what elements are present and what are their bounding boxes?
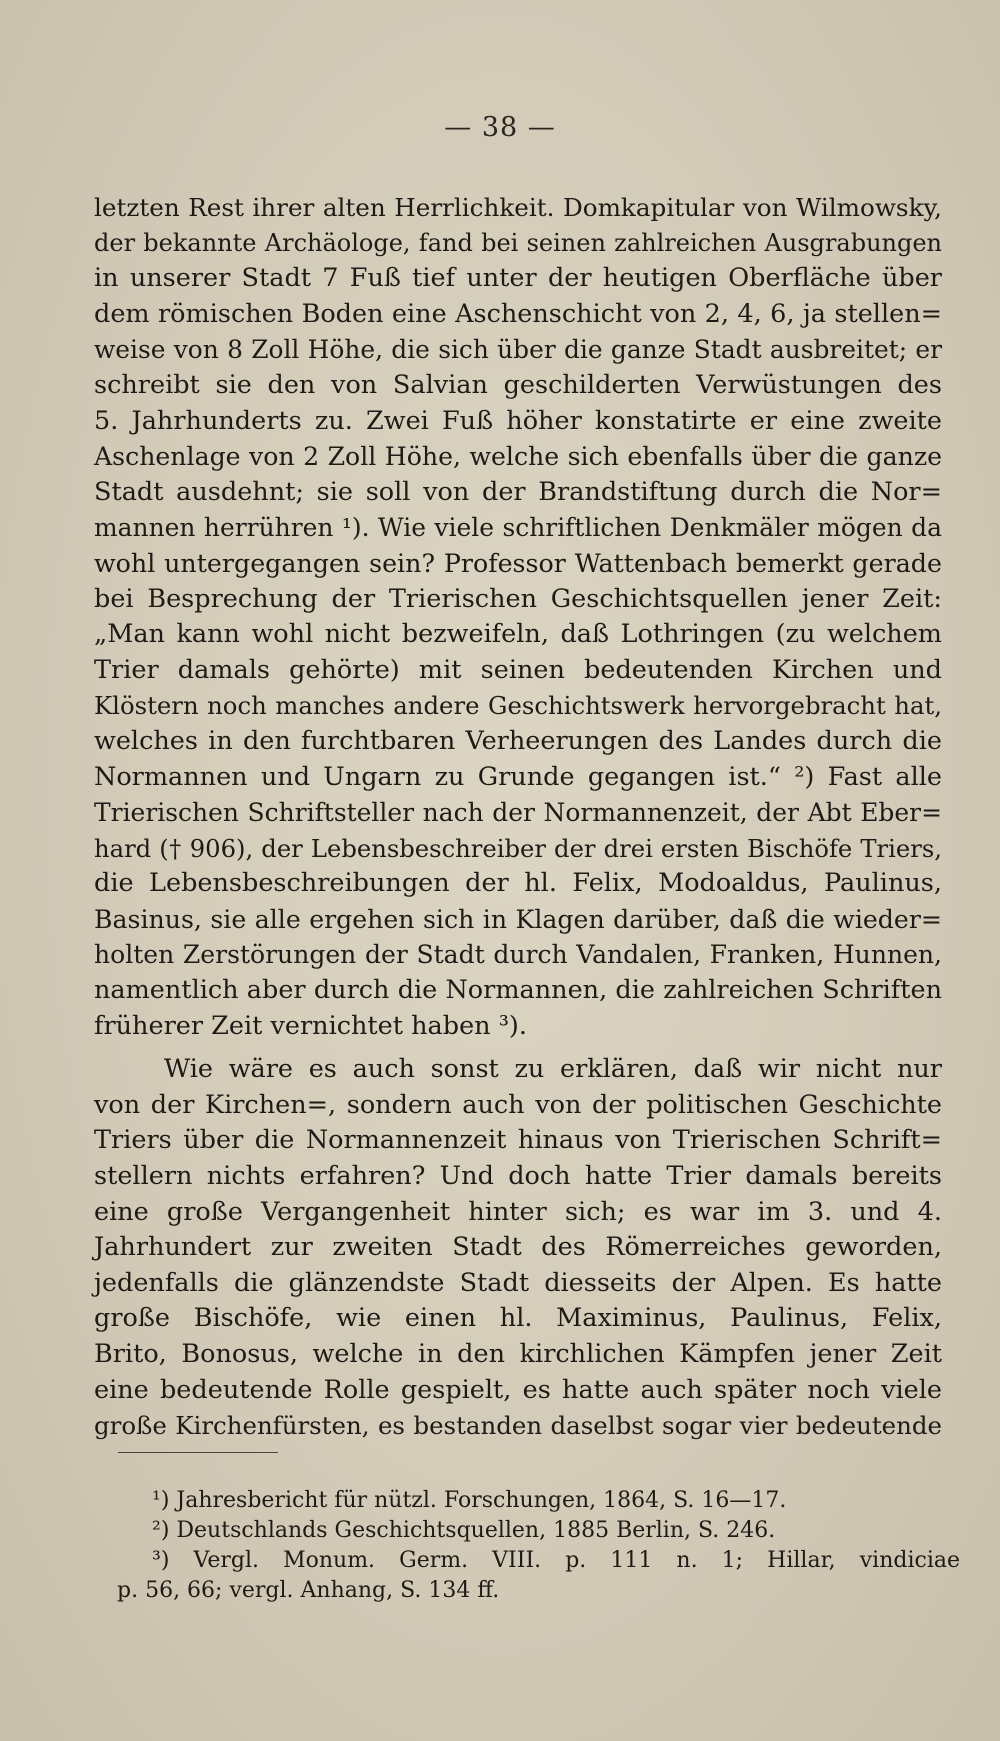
text-line: namentlich aber durch die Normannen, die zahlreichen Schriften	[94, 975, 942, 1006]
paragraph-1	[94, 190, 942, 1044]
footnote-3: ³) Vergl. Monum. Germ. VIII. p. 111 n. 1; Hillar, vindiciae	[152, 1548, 960, 1573]
text-line: Brito, Bonosus, welche in den kirchlichen Kämpfen jener Zeit	[94, 1339, 942, 1369]
text-line: stellern nichts erfahren? Und doch hatte Trier damals bereits	[94, 1161, 942, 1192]
text-line: „Man kann wohl nicht bezweifeln, daß Lothringen (zu welchem	[94, 619, 942, 650]
text-line: mannen herrühren ¹). Wie viele schriftlichen Denkmäler mögen da	[94, 513, 942, 543]
text-line: von der Kirchen=, sondern auch von der politischen Geschichte	[94, 1089, 942, 1120]
text-line: holten Zerstörungen der Stadt durch Vandalen, Franken, Hunnen,	[94, 940, 942, 970]
text-line: schreibt sie den von Salvian geschilderten Verwüstungen des	[94, 369, 942, 400]
text-line: letzten Rest ihrer alten Herrlichkeit. Domkapitular von Wilmowsky,	[94, 193, 942, 222]
text-line: große Kirchenfürsten, es bestanden daselbst sogar vier bedeutende	[94, 1411, 942, 1441]
text-line: eine bedeutende Rolle gespielt, es hatte auch später noch viele	[94, 1374, 942, 1405]
text-line: Stadt ausdehnt; sie soll von der Brandstiftung durch die Nor=	[94, 476, 942, 507]
text-line: jedenfalls die glänzendste Stadt diesseits der Alpen. Es hatte	[94, 1267, 942, 1298]
text-line: Aschenlage von 2 Zoll Höhe, welche sich ebenfalls über die ganze	[94, 442, 942, 472]
text-line: hard († 906), der Lebensbeschreiber der drei ersten Bischöfe Triers,	[94, 833, 942, 863]
text-line: Trierischen Schriftsteller nach der Normannenzeit, der Abt Eber=	[94, 798, 942, 828]
text-line: weise von 8 Zoll Höhe, die sich über die ganze Stadt ausbreitet; er	[94, 335, 942, 365]
text-line: eine große Vergangenheit hinter sich; es war im 3. und 4.	[94, 1196, 942, 1227]
footnote-divider	[118, 1452, 278, 1453]
paragraph-2	[94, 1052, 942, 1444]
text-line: Normannen und Ungarn zu Grunde gegangen ist.“ ²) Fast alle	[94, 761, 942, 792]
footnote-2: ²) Deutschlands Geschichtsquellen, 1885 Berlin, S. 246.	[152, 1518, 776, 1543]
footnotes	[117, 1486, 960, 1606]
text-line: Jahrhundert zur zweiten Stadt des Römerreiches geworden,	[94, 1232, 942, 1263]
text-line: früherer Zeit vernichtet haben ³).	[94, 1010, 527, 1041]
main-text	[94, 190, 942, 1444]
text-line: dem römischen Boden eine Aschenschicht von 2, 4, 6, ja stellen=	[94, 298, 942, 329]
text-line: bei Besprechung der Trierischen Geschichtsquellen jener Zeit:	[94, 583, 942, 614]
text-line: große Bischöfe, wie einen hl. Maximinus, Paulinus, Felix,	[94, 1303, 942, 1334]
text-line: 5. Jahrhunderts zu. Zwei Fuß höher konstatirte er eine zweite	[94, 405, 942, 436]
text-line: der bekannte Archäologe, fand bei seinen zahlreichen Ausgrabungen	[94, 228, 942, 257]
text-line: wohl untergegangen sein? Professor Wattenbach bemerkt gerade	[94, 547, 942, 578]
text-line: die Lebensbeschreibungen der hl. Felix, Modoaldus, Paulinus,	[94, 868, 942, 899]
text-line: Wie wäre es auch sonst zu erklären, daß wir nicht nur	[164, 1054, 942, 1085]
paragraph-gap	[94, 1044, 942, 1052]
footnote-1: ¹) Jahresbericht für nützl. Forschungen, 1864, S. 16—17.	[152, 1488, 787, 1513]
text-line: Klöstern noch manches andere Geschichtswerk hervorgebracht hat,	[94, 691, 942, 721]
text-line: Trier damals gehörte) mit seinen bedeutenden Kirchen und	[94, 654, 942, 685]
footnote-3-continued: p. 56, 66; vergl. Anhang, S. 134 ff.	[117, 1578, 500, 1603]
text-line: Triers über die Normannenzeit hinaus von Trierischen Schrift=	[94, 1125, 942, 1156]
page-number: — 38 —	[444, 112, 556, 143]
text-line: welches in den furchtbaren Verheerungen des Landes durch die	[94, 725, 942, 756]
text-line: Basinus, sie alle ergehen sich in Klagen darüber, daß die wieder=	[94, 904, 942, 934]
text-line: in unserer Stadt 7 Fuß tief unter der heutigen Oberfläche über	[94, 263, 942, 294]
